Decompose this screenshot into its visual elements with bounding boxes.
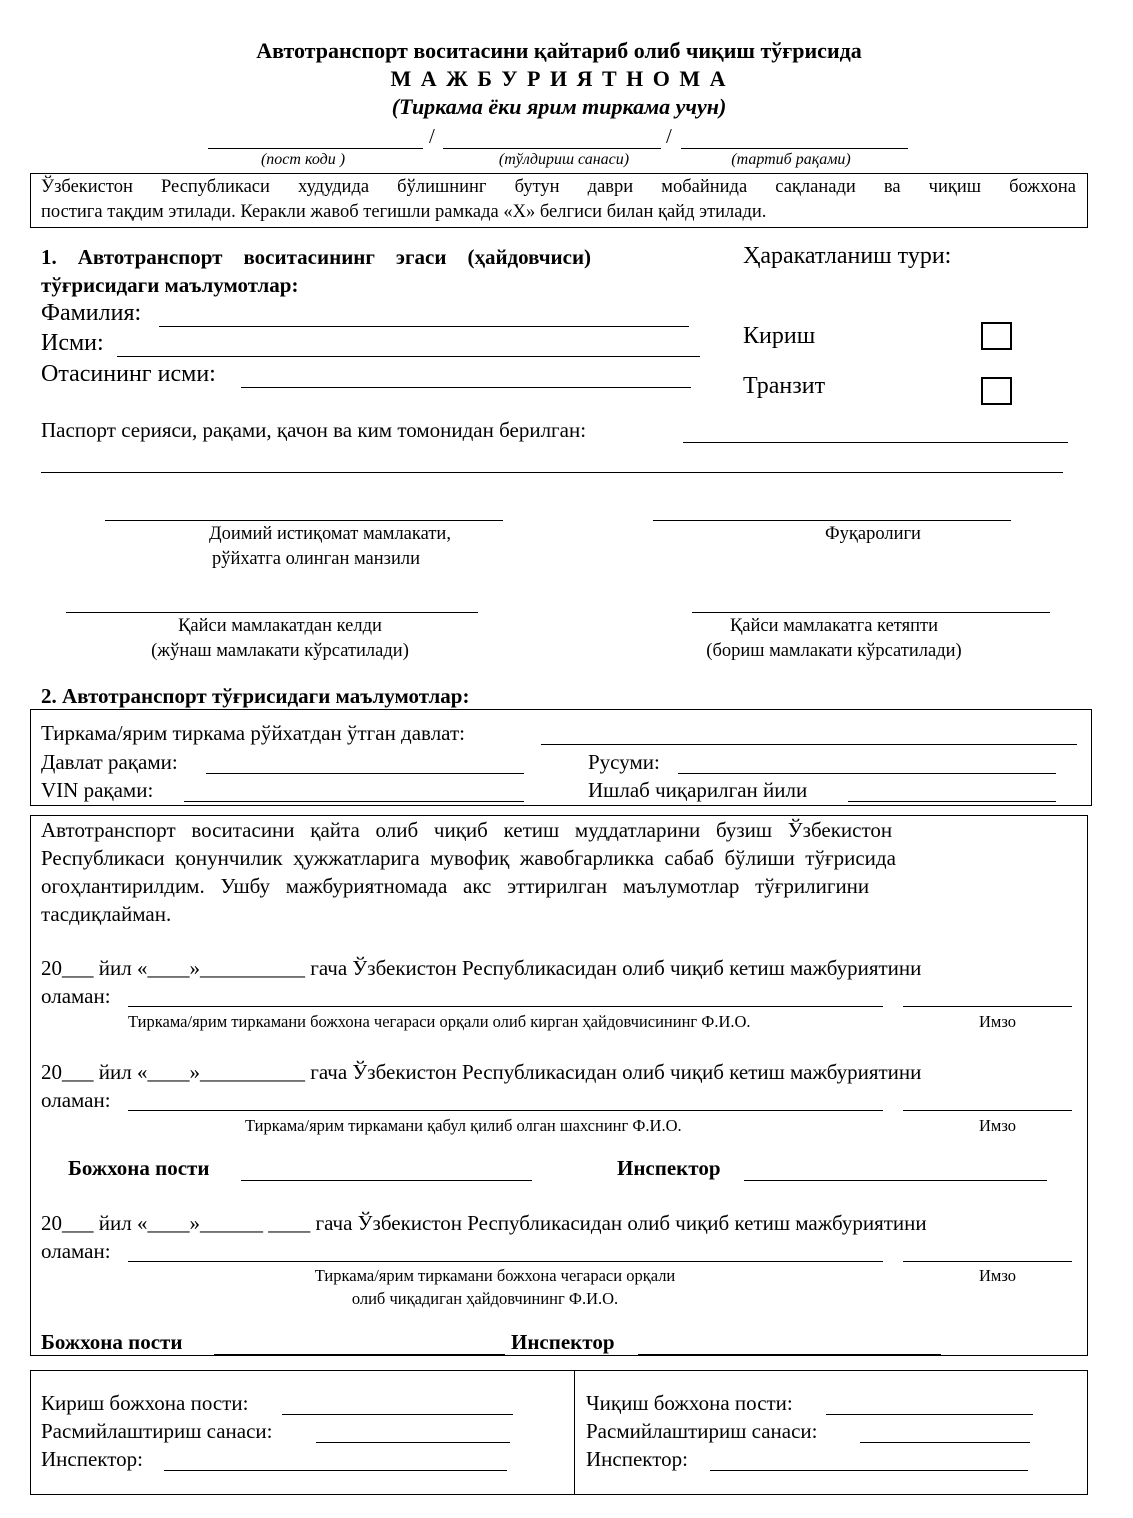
citizenship-caption: Фуқаролиги [825, 524, 921, 544]
vin-field[interactable] [184, 801, 524, 802]
serial-number-field[interactable] [681, 148, 908, 149]
date-line-1: 20___ йил «____»__________ гача Ўзбекистон Республикасидан олиб чиқиб кетиш мажбуриятини [41, 956, 922, 980]
transit-label: Транзит [743, 373, 826, 399]
model-label: Русуми: [588, 750, 660, 774]
fill-date-caption: (тўлдириш санаси) [498, 151, 630, 168]
signature-field-2[interactable] [903, 1110, 1072, 1111]
entry-inspector-field[interactable] [164, 1470, 507, 1471]
driver-out-caption-line2: олиб чиқадиган ҳайдовчининг Ф.И.О. [351, 1289, 619, 1308]
take-label-1: оламан: [41, 984, 111, 1008]
take-label-3: оламан: [41, 1239, 111, 1263]
surname-label: Фамилия: [41, 300, 142, 326]
section1-heading-line1: 1. Автотранспорт воситасининг эгаси (ҳайдовчиси) [41, 245, 592, 269]
reg-state-field[interactable] [541, 744, 1077, 745]
exit-inspector-field[interactable] [710, 1470, 1028, 1471]
customs-post-label-1: Божхона пости [68, 1156, 210, 1180]
date-line-3: 20___ йил «____»______ ____ гача Ўзбекистон Республикасидан олиб чиқиб кетиш мажбуриятини [41, 1211, 927, 1235]
signature-field-3[interactable] [903, 1261, 1072, 1262]
patronymic-field[interactable] [241, 387, 691, 388]
vin-label: VIN рақами: [41, 778, 154, 802]
passport-field[interactable] [683, 442, 1068, 443]
exit-post-field[interactable] [826, 1414, 1033, 1415]
to-country-caption-line2: (бориш мамлакати кўрсатилади) [706, 641, 962, 661]
date-line-2: 20___ йил «____»__________ гача Ўзбекистон Республикасидан олиб чиқиб кетиш мажбуриятини [41, 1060, 922, 1084]
receiver-caption: Тиркама/ярим тиркамани қабул қилиб олган шахснинг Ф.И.О. [245, 1116, 682, 1135]
signature-caption-1: Имзо [979, 1012, 1017, 1031]
exit-reg-date-field[interactable] [860, 1442, 1030, 1443]
to-country-caption-line1: Қайси мамлакатга кетяпти [729, 616, 939, 636]
residence-field[interactable] [105, 520, 503, 521]
driver-in-name-field[interactable] [128, 1006, 883, 1007]
customs-post-field-2[interactable] [214, 1354, 505, 1355]
driver-out-caption-line1: Тиркама/ярим тиркамани божхона чегараси орқали [314, 1266, 676, 1285]
patronymic-label: Отасининг исми: [41, 361, 216, 387]
driver-out-name-field[interactable] [128, 1261, 883, 1262]
inspector-label-1: Инспектор [617, 1156, 721, 1180]
customs-post-field-1[interactable] [241, 1180, 532, 1181]
signature-caption-2: Имзо [979, 1116, 1017, 1135]
obligation-para-line3: огоҳлантирилдим. Ушбу мажбуриятномада акс эттирилган маълумотлар тўғрилигини [41, 874, 870, 898]
entry-inspector-label: Инспектор: [41, 1447, 143, 1471]
entry-reg-date-field[interactable] [316, 1442, 510, 1443]
post-code-field[interactable] [208, 148, 423, 149]
customs-post-label-2: Божхона пости [41, 1330, 183, 1354]
from-country-field[interactable] [66, 612, 478, 613]
title-line3: (Тиркама ёки ярим тиркама учун) [391, 94, 727, 119]
driver-in-caption: Тиркама/ярим тиркамани божхона чегараси орқали олиб кирган ҳайдовчисининг Ф.И.О. [128, 1012, 751, 1031]
name-field[interactable] [117, 356, 700, 357]
inspector-field-2[interactable] [638, 1354, 941, 1355]
separator-2: / [666, 124, 672, 148]
entry-label: Кириш [743, 323, 816, 349]
model-field[interactable] [678, 773, 1056, 774]
year-label: Ишлаб чиқарилган йили [588, 778, 808, 802]
separator-1: / [429, 124, 435, 148]
obligation-para-line1: Автотранспорт воситасини қайта олиб чиқиб кетиш муддатларини бузиш Ўзбекистон [41, 818, 893, 842]
entry-post-field[interactable] [282, 1414, 513, 1415]
residence-caption-line2: рўйхатга олинган манзили [211, 549, 421, 569]
notice-box [30, 173, 1088, 228]
title-line2: М А Ж Б У Р И Я Т Н О М А [390, 66, 728, 91]
exit-inspector-label: Инспектор: [586, 1447, 688, 1471]
notice-line2: постига тақдим этилади. Керакли жавоб тегишли рамкада «Х» белгиси билан қайд этилади. [41, 202, 767, 222]
section2-heading: 2. Автотранспорт тўғрисидаги маълумотлар: [41, 684, 470, 708]
receiver-name-field[interactable] [128, 1110, 883, 1111]
take-label-2: оламан: [41, 1088, 111, 1112]
from-country-caption-line1: Қайси мамлакатдан келди [178, 616, 382, 636]
obligation-para-line2: Республикаси қонунчилик ҳужжатларига мувофиқ жавобгарликка сабаб бўлиши тўғрисида [41, 846, 896, 870]
notice-line1: Ўзбекистон Республикаси худудида бўлишнинг бутун даври мобайнида сақланади ва чиқиш божхона [41, 177, 1076, 197]
serial-number-caption: (тартиб рақами) [731, 151, 851, 168]
exit-reg-date-label: Расмийлаштириш санаси: [586, 1419, 818, 1443]
state-number-label: Давлат рақами: [41, 750, 178, 774]
footer-divider [574, 1370, 575, 1495]
post-code-caption: (пост коди ) [260, 151, 346, 168]
reg-state-label: Тиркама/ярим тиркама рўйхатдан ўтган давлат: [41, 721, 465, 745]
movement-type-label: Ҳаракатланиш тури: [743, 243, 952, 269]
entry-reg-date-label: Расмийлаштириш санаси: [41, 1419, 273, 1443]
transit-checkbox[interactable] [981, 377, 1012, 405]
entry-checkbox[interactable] [981, 322, 1012, 350]
passport-field-continued[interactable] [41, 472, 1063, 473]
signature-caption-3: Имзо [979, 1266, 1017, 1285]
state-number-field[interactable] [206, 773, 524, 774]
passport-label: Паспорт серияси, рақами, қачон ва ким томонидан берилган: [41, 418, 587, 442]
inspector-label-2: Инспектор [511, 1330, 615, 1354]
inspector-field-1[interactable] [744, 1180, 1047, 1181]
citizenship-field[interactable] [653, 520, 1011, 521]
title-line1: Автотранспорт воситасини қайтариб олиб чиқиш тўғрисида [256, 38, 862, 63]
to-country-field[interactable] [692, 612, 1050, 613]
name-label: Исми: [41, 330, 104, 356]
residence-caption-line1: Доимий истиқомат мамлакати, [209, 524, 451, 544]
exit-post-label: Чиқиш божхона пости: [586, 1391, 793, 1415]
surname-field[interactable] [159, 326, 689, 327]
section1-heading-line2: тўғрисидаги маълумотлар: [41, 273, 299, 297]
entry-post-label: Кириш божхона пости: [41, 1391, 249, 1415]
obligation-para-line4: тасдиқлайман. [41, 902, 172, 926]
from-country-caption-line2: (жўнаш мамлакати кўрсатилади) [151, 641, 409, 661]
signature-field-1[interactable] [903, 1006, 1072, 1007]
fill-date-field[interactable] [443, 148, 661, 149]
year-field[interactable] [848, 801, 1056, 802]
